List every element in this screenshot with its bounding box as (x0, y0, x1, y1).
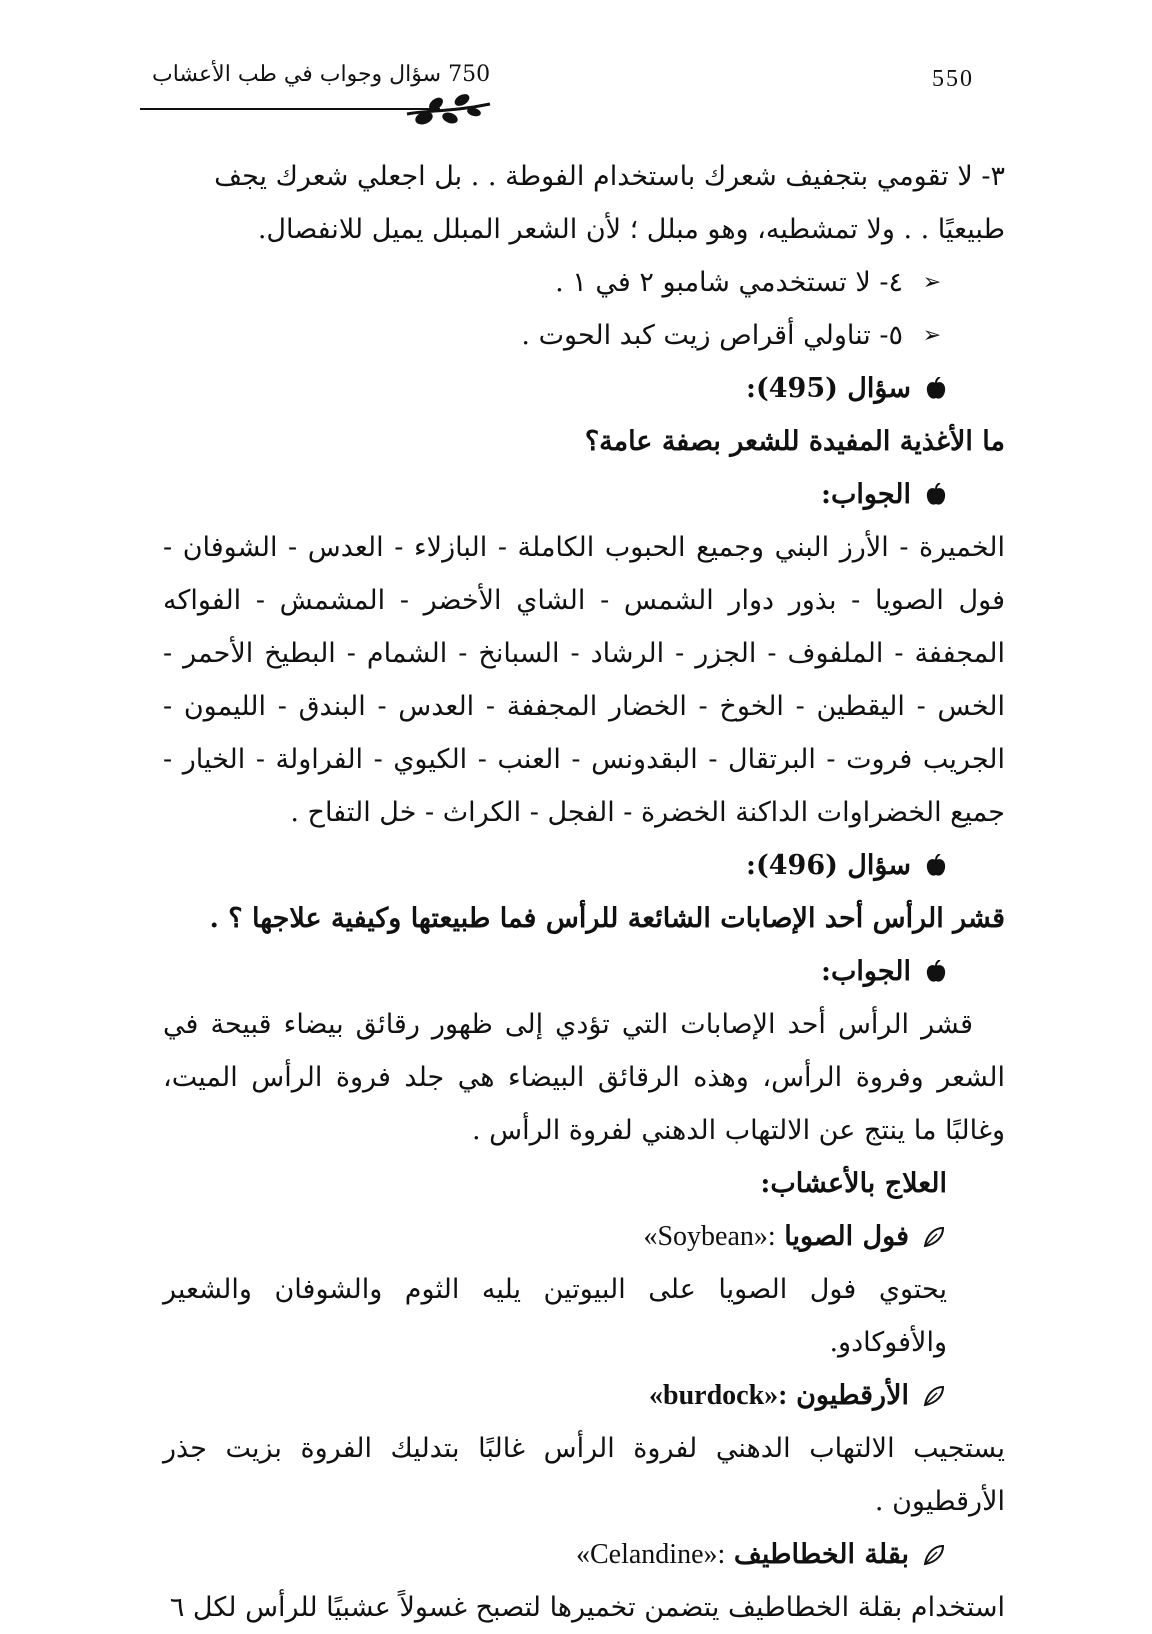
question-496-text: قشر الرأس أحد الإصابات الشائعة للرأس فما طبيعتها وكيفية علاجها ؟ . (209, 903, 1005, 934)
answer-495-text: الخميرة - الأرز البني وجميع الحبوب الكاملة - البازلاء - العدس - الشوفان - فول الصويا - بذور دوار الشمس - الشاي الأخضر - المشمش - الفواكه المجففة - الملفوف - الجزر - الرشاد - السبانخ - الشمام - البطيخ الأحمر - الخس - اليقطين - الخوخ - الخضار المجففة - العدس - البندق - الليمون - الجريب فروت - البرتقال - البقدونس - العنب - الكيوي - الفراولة - الخيار - جميع الخضراوات الداكنة الخضرة - الفجل - الكراث - خل التفاح . (163, 532, 1005, 828)
herb-1-title: فول الصويا «Soybean»: (163, 1210, 1005, 1263)
page-header (140, 62, 1000, 126)
tip-5 (163, 309, 1005, 362)
tip-3-line-2: طبيعيًا . . ولا تمشطيه، وهو مبلل ؛ لأن الشعر المبلل يميل للانفصال. (257, 214, 1005, 245)
herb-1-description: يحتوي فول الصويا على البيوتين يليه الثوم والشوفان والشعير والأفوكادو. (163, 1274, 947, 1358)
leaf-ornament-icon (402, 90, 492, 130)
apple-icon (925, 960, 947, 984)
tip-4 (163, 256, 1005, 309)
question-496-label: سؤال (496): (163, 839, 1005, 892)
herb-3-title: بقلة الخطاطيف «Celandine»: (163, 1528, 1005, 1581)
answer-label: الجواب: (163, 945, 1005, 998)
question-495-label: سؤال (495): (163, 362, 1005, 415)
herb-2-description: يستجيب الالتهاب الدهني لفروة الرأس غالبًا بتدليك الفروة بزيت جذر الأرقطيون . (163, 1433, 1005, 1517)
herb-leaf-icon (921, 1224, 947, 1250)
arrowhead-bullet-icon: ➢ (922, 323, 942, 348)
herb-leaf-icon (921, 1383, 947, 1409)
apple-icon (925, 483, 947, 507)
running-title: 750 سؤال وجواب في طب الأعشاب (152, 62, 491, 87)
header-rule (140, 108, 440, 110)
herb-3-description: استخدام بقلة الخطاطيف يتضمن تخميرها لتصبح غسولاً عشبيًا للرأس لكل ٦ (169, 1592, 1005, 1623)
apple-icon (925, 854, 947, 878)
question-495-text: ما الأغذية المفيدة للشعر بصفة عامة؟ (584, 426, 1005, 457)
herbal-treatment-heading: العلاج بالأعشاب: (760, 1168, 947, 1199)
page-number: 550 (932, 66, 974, 92)
arrowhead-bullet-icon: ➢ (922, 270, 942, 295)
page-body (163, 150, 1005, 1634)
tip-4-text: ٤- لا تستخدمي شامبو ٢ في ١ . (555, 267, 903, 298)
tip-5-text: ٥- تناولي أقراص زيت كبد الحوت . (521, 320, 903, 351)
answer-496-text: قشر الرأس أحد الإصابات التي تؤدي إلى ظهور رقائق بيضاء قبيحة في الشعر وفروة الرأس، وهذه الرقائق البيضاء هي جلد فروة الرأس الميت، وغالبًا ما ينتج عن الالتهاب الدهني لفروة الرأس . (163, 1009, 1005, 1146)
tip-3-line-1: ٣- لا تقومي بتجفيف شعرك باستخدام الفوطة . . بل اجعلي شعرك يجف (214, 161, 1005, 192)
herb-2-title: الأرقطيون «burdock»: (163, 1369, 1005, 1422)
herb-leaf-icon (921, 1542, 947, 1568)
answer-label: الجواب: (163, 468, 1005, 521)
apple-icon (925, 377, 947, 401)
